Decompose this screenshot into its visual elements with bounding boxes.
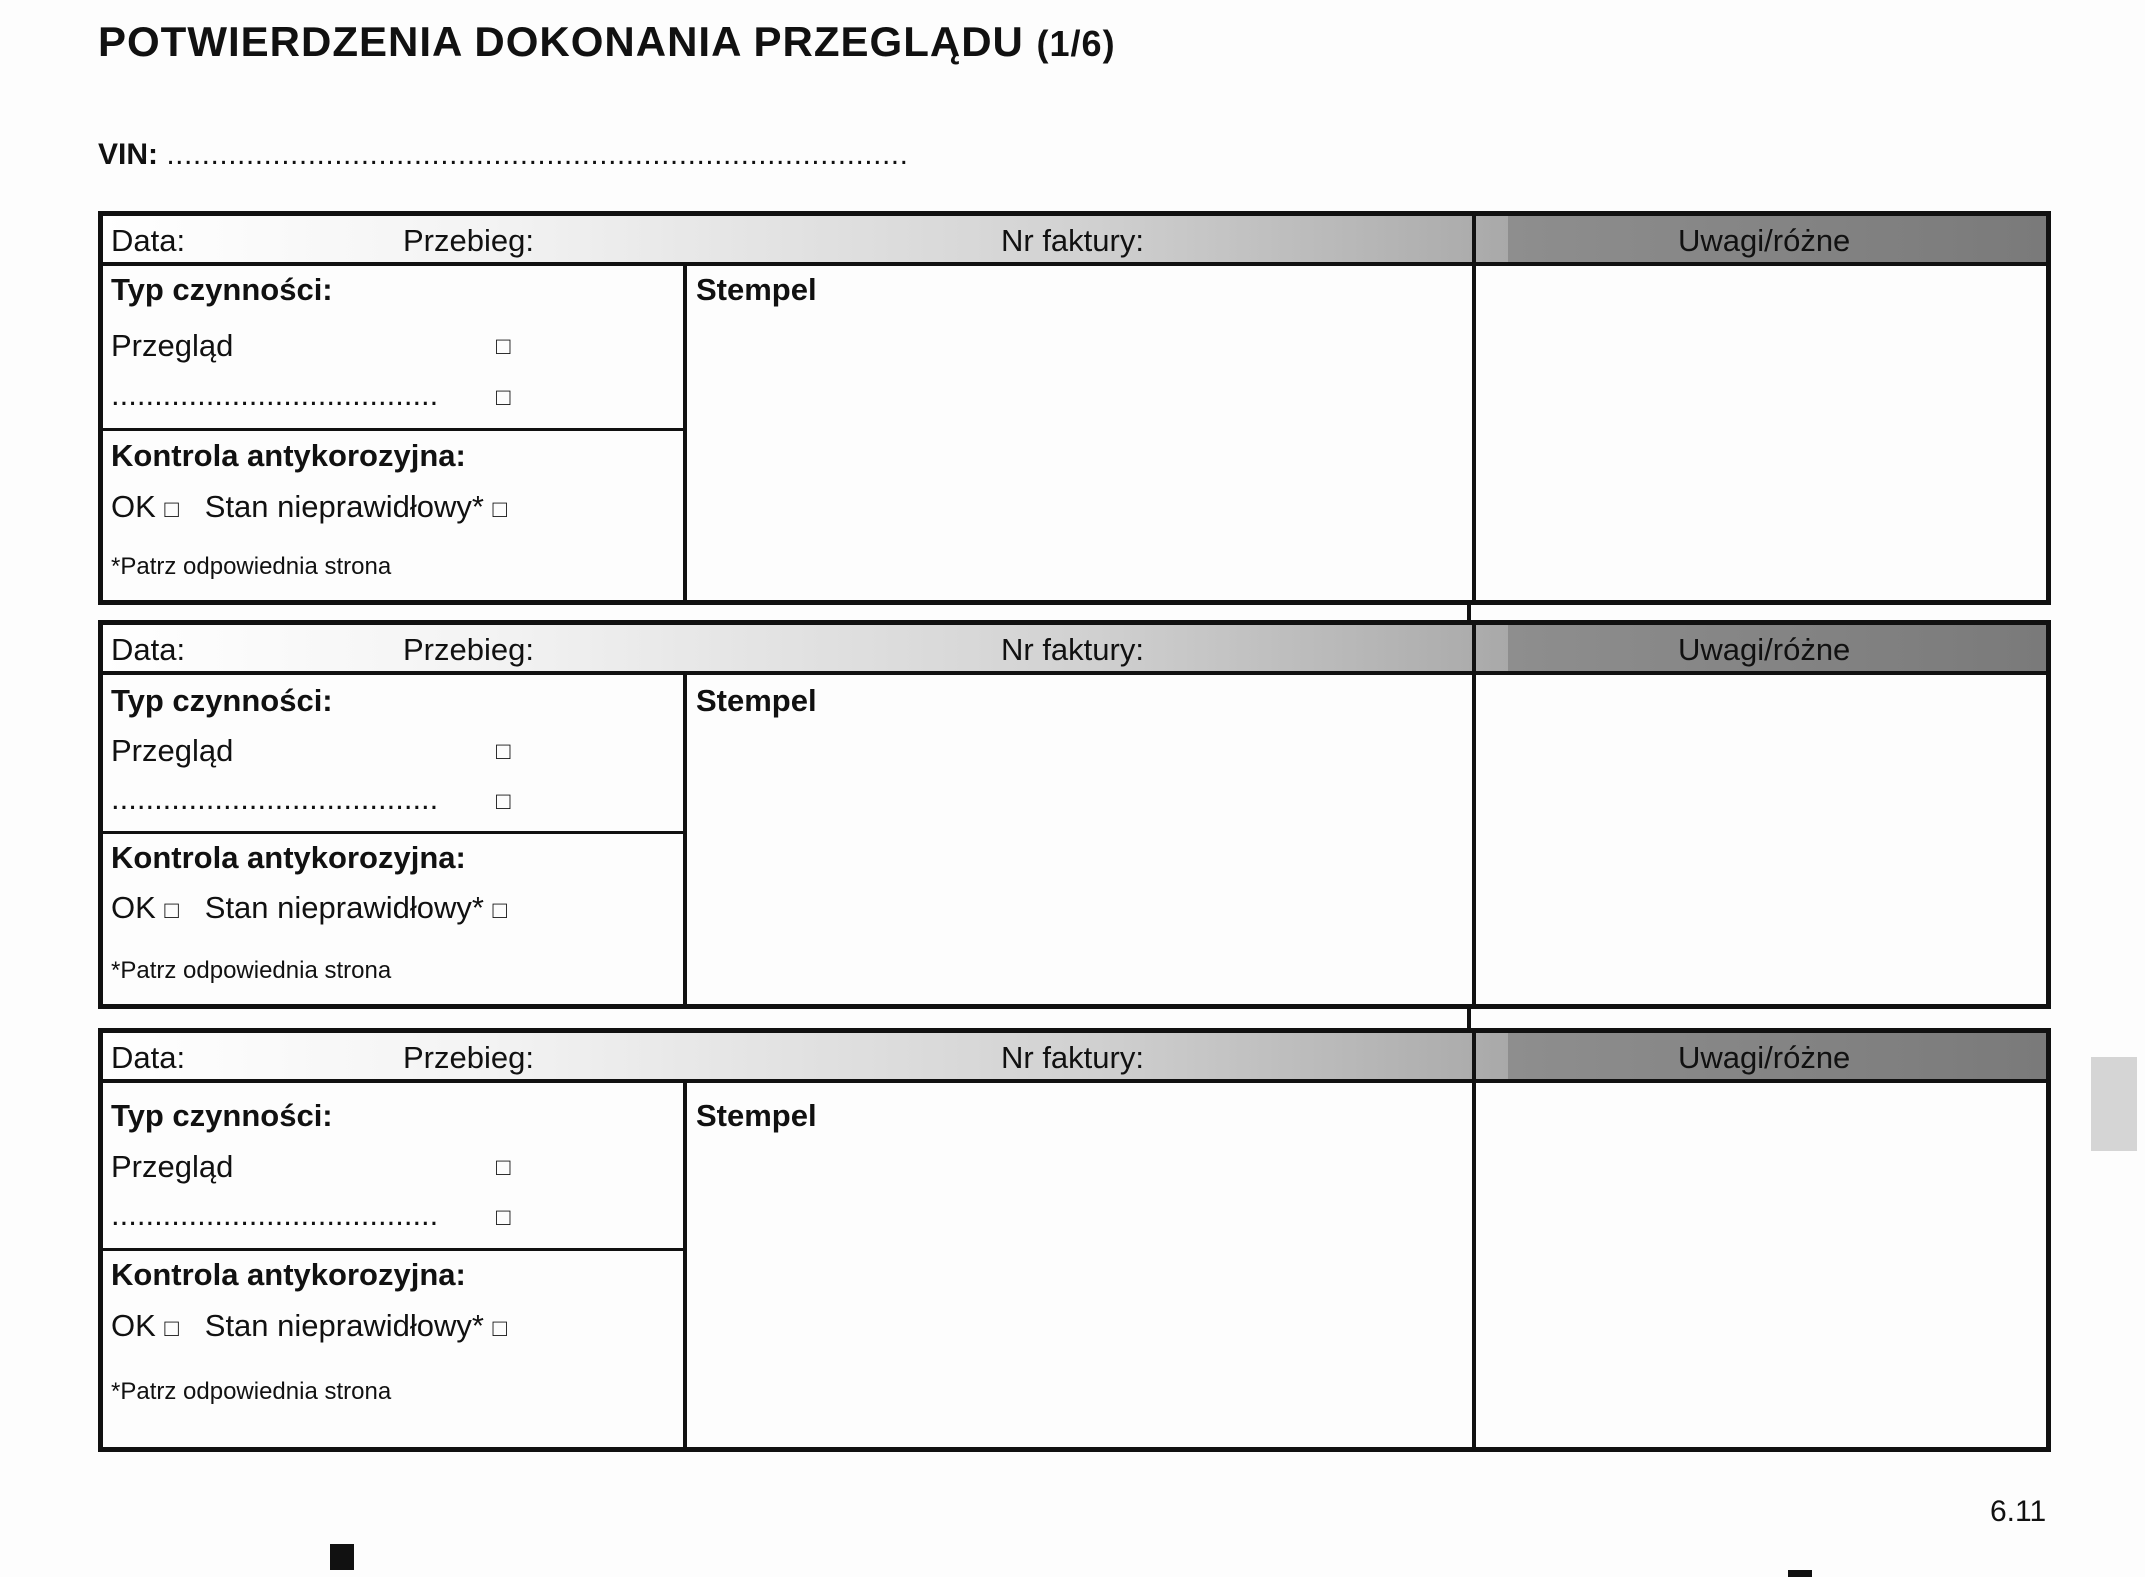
remarks-label: Uwagi/różne bbox=[1678, 632, 1851, 667]
mileage-label: Przebieg: bbox=[403, 632, 534, 667]
service-record-block-3 bbox=[98, 1028, 2051, 1452]
inspection-label: Przegląd bbox=[111, 328, 234, 363]
ok-label: OK bbox=[111, 890, 156, 925]
ok-checkbox[interactable]: □ bbox=[164, 496, 179, 523]
footnote: *Patrz odpowiednia strona bbox=[111, 1378, 392, 1405]
inspection-checkbox[interactable]: □ bbox=[496, 1154, 511, 1181]
divider bbox=[1472, 216, 1476, 600]
ok-label: OK bbox=[111, 1308, 156, 1343]
divider bbox=[683, 266, 687, 600]
divider bbox=[1472, 1033, 1476, 1447]
stamp-label: Stempel bbox=[696, 272, 817, 307]
operation-type-label: Typ czynności: bbox=[111, 683, 333, 718]
date-label: Data: bbox=[111, 223, 186, 258]
operation-type-label: Typ czynności: bbox=[111, 272, 333, 307]
date-label: Data: bbox=[111, 632, 186, 667]
block-header bbox=[103, 216, 2046, 266]
incorrect-state-checkbox[interactable]: □ bbox=[492, 897, 508, 924]
print-registration-mark bbox=[1788, 1570, 1812, 1577]
other-operation-checkbox[interactable]: □ bbox=[496, 1204, 511, 1231]
section-tab-marker bbox=[2091, 1057, 2137, 1151]
service-record-block-1 bbox=[98, 211, 2051, 605]
divider bbox=[103, 428, 685, 431]
ok-checkbox[interactable]: □ bbox=[164, 1315, 179, 1342]
block-header bbox=[103, 1033, 2046, 1083]
page-title-text: POTWIERDZENIA DOKONANIA PRZEGLĄDU bbox=[98, 18, 1024, 65]
page-title bbox=[98, 18, 1116, 66]
page-title-suffix: (1/6) bbox=[1036, 23, 1116, 64]
anticorrosion-check-label: Kontrola antykorozyjna: bbox=[111, 1257, 466, 1292]
inspection-label: Przegląd bbox=[111, 733, 234, 768]
divider bbox=[683, 1083, 687, 1447]
divider bbox=[683, 675, 687, 1004]
page-number: 6.11 bbox=[1990, 1495, 2047, 1528]
anticorrosion-check-label: Kontrola antykorozyjna: bbox=[111, 438, 466, 473]
block-header bbox=[103, 625, 2046, 675]
other-operation-checkbox[interactable]: □ bbox=[496, 788, 511, 815]
ok-label: OK bbox=[111, 489, 156, 524]
mileage-label: Przebieg: bbox=[403, 223, 534, 258]
divider bbox=[103, 1248, 685, 1251]
vin-label: VIN: bbox=[98, 138, 158, 171]
incorrect-state-checkbox[interactable]: □ bbox=[492, 1315, 508, 1342]
vin-dotted-line: .................................................................................... bbox=[166, 138, 909, 171]
inspection-checkbox[interactable]: □ bbox=[496, 738, 511, 765]
operation-type-label: Typ czynności: bbox=[111, 1098, 333, 1133]
inspection-label: Przegląd bbox=[111, 1149, 234, 1184]
invoice-number-label: Nr faktury: bbox=[1001, 223, 1144, 258]
stamp-label: Stempel bbox=[696, 1098, 817, 1133]
date-label: Data: bbox=[111, 1040, 186, 1075]
divider bbox=[1472, 625, 1476, 1004]
incorrect-state-label: Stan nieprawidłowy* bbox=[204, 1308, 484, 1343]
ok-checkbox[interactable]: □ bbox=[164, 897, 179, 924]
divider bbox=[1467, 1009, 1471, 1029]
service-record-block-2 bbox=[98, 620, 2051, 1009]
mileage-label: Przebieg: bbox=[403, 1040, 534, 1075]
divider bbox=[103, 831, 685, 834]
incorrect-state-checkbox[interactable]: □ bbox=[492, 496, 508, 523]
footnote: *Patrz odpowiednia strona bbox=[111, 957, 392, 984]
incorrect-state-label: Stan nieprawidłowy* bbox=[204, 489, 484, 524]
vin-field[interactable] bbox=[98, 138, 908, 172]
print-registration-mark bbox=[330, 1544, 354, 1570]
footnote: *Patrz odpowiednia strona bbox=[111, 553, 392, 580]
remarks-label: Uwagi/różne bbox=[1678, 223, 1851, 258]
stamp-label: Stempel bbox=[696, 683, 817, 718]
anticorrosion-check-label: Kontrola antykorozyjna: bbox=[111, 840, 466, 875]
other-operation-line[interactable]: ...................................... bbox=[111, 377, 439, 412]
other-operation-line[interactable]: ...................................... bbox=[111, 781, 439, 816]
inspection-checkbox[interactable]: □ bbox=[496, 333, 511, 360]
other-operation-line[interactable]: ...................................... bbox=[111, 1197, 439, 1232]
incorrect-state-label: Stan nieprawidłowy* bbox=[204, 890, 484, 925]
remarks-label: Uwagi/różne bbox=[1678, 1040, 1851, 1075]
invoice-number-label: Nr faktury: bbox=[1001, 632, 1144, 667]
other-operation-checkbox[interactable]: □ bbox=[496, 384, 511, 411]
invoice-number-label: Nr faktury: bbox=[1001, 1040, 1144, 1075]
